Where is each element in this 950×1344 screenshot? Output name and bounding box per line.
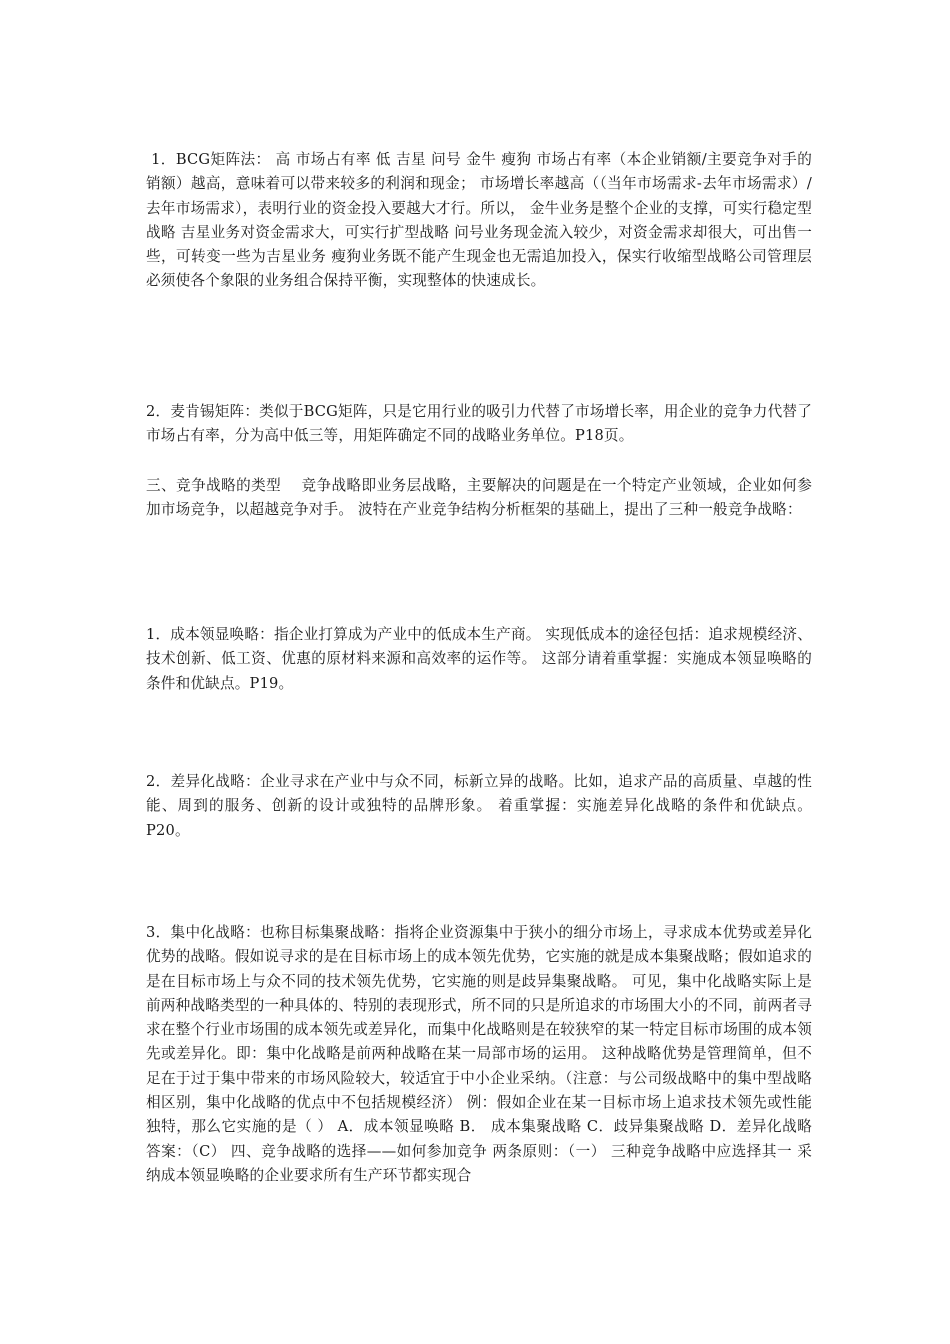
paragraph-differentiation: 2．差异化战略：企业寻求在产业中与众不同，标新立异的战略。比如，追求产品的高质量、卓越的性能、周到的服务、创新的设计或独特的品牌形象。 着重掌握：实施差异化战略的条件和优缺点。P20。 [146,773,812,839]
paragraph-bcg-matrix: 1．BCG矩阵法： 高 市场占有率 低 吉星 问号 金牛 瘦狗 市场占有率（本企业销额/主要竞争对手的销额）越高，意味着可以带来较多的利润和现金； 市场增长率越高（（当年市场需求-去年市场需求）/去年市场需求），表明行业的资金投入要越大才行。所以， 金牛业务是整个企业的支撑，可实行稳定型战略 吉星业务对资金需求大，可实行扩型战略 问号业务现金流入较少，对资金需求却很大，可出售一些，可转变一些为吉星业务 瘦狗业务既不能产生现金也无需追加投入，保实行收缩型战略公司管理层必须使各个象限的业务组合保持平衡，实现整体的快速成长。 [146,151,812,290]
paragraph-competitive-strategy-types: 三、竞争战略的类型 竞争战略即业务层战略，主要解决的问题是在一个特定产业领域，企业如何参加市场竞争，以超越竞争对手。 波特在产业竞争结构分析框架的基础上，提出了三种一般竞争战略： [146,477,812,519]
paragraph-mckinsey-matrix: 2．麦肯锡矩阵：类似于BCG矩阵，只是它用行业的吸引力代替了市场增长率，用企业的竞争力代替了市场占有率，分为高中低三等，用矩阵确定不同的战略业务单位。P18页。 [146,403,812,445]
paragraph-cost-leadership: 1．成本领显唤略：指企业打算成为产业中的低成本生产商。 实现低成本的途径包括：追求规模经济、技术创新、低工资、优惠的原材料来源和高效率的运作等。 这部分请着重掌握：实施成本领显唤略的条件和优缺点。P19。 [146,626,812,692]
paragraph-focus-strategy: 3．集中化战略：也称目标集聚战略：指将企业资源集中于狭小的细分市场上，寻求成本优势或差异化优势的战略。假如说寻求的是在目标市场上的成本领先优势，它实施的就是成本集聚战略；假如追求的是在目标市场上与众不同的技术领先优势，它实施的则是歧异集聚战略。 可见，集中化战略实际上是前两种战略类型的一种具体的、特别的表现形式，所不同的只是所追求的市场围大小的不同，前两者寻求在整个行业市场围的成本领先或差异化，而集中化战略则是在较狭窄的某一特定目标市场围的成本领先或差异化。即：集中化战略是前两种战略在某一局部市场的运用。 这种战略优势是管理简单，但不足在于过于集中带来的市场风险较大，较适宜于中小企业采纳。（注意：与公司级战略中的集中型战略相区别，集中化战略的优点中不包括规模经济） 例：假如企业在某一目标市场上追求技术领先或性能独特，那么它实施的是（ ） A．成本领显唤略 B． 成本集聚战略 C．歧异集聚战略 D．差异化战略 答案：（C） 四、竞争战略的选择——如何参加竞争 两条原则：（一） 三种竞争战略中应选择其一 采纳成本领显唤略的企业要求所有生产环节都实现合 [146,924,817,1184]
